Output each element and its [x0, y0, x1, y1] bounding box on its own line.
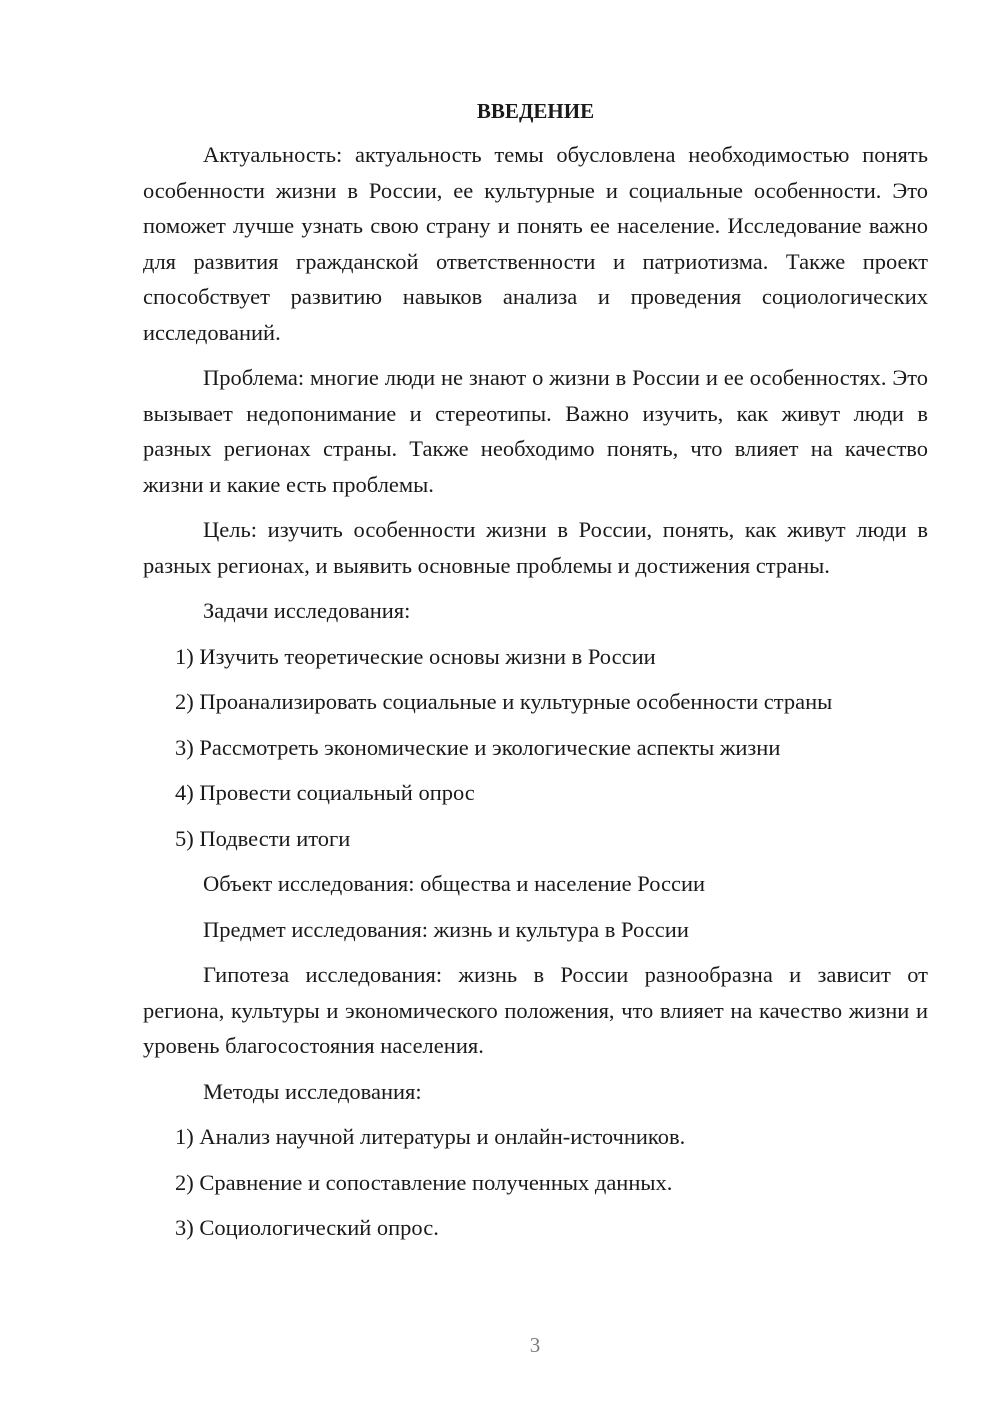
relevance-paragraph: Актуальность: актуальность темы обусловлена необходимостью понять особенности жизни в России, ее культурные и социальные особенности. Это поможет лучше узнать свою страну и понять ее население. Исследование важно для развития гражданской ответственности и патриотизма. Также проект способствует развитию навыков анализа и проведения социологических исследований. [143, 142, 928, 345]
section-title: ВВЕДЕНИЕ [476, 99, 595, 123]
methods-heading: Методы исследования: [203, 1078, 422, 1104]
task-item: 4) Провести социальный опрос [175, 780, 475, 805]
task-item: 5) Подвести итоги [175, 825, 351, 851]
methods-list [143, 1119, 928, 1246]
tasks-list [143, 639, 928, 857]
research-subject: Предмет исследования: жизнь и культура в России [203, 916, 689, 942]
hypothesis-paragraph: Гипотеза исследования: жизнь в России разнообразна и зависит от региона, культуры и экономического положения, что влияет на качество жизни и уровень благосостояния населения. [143, 962, 928, 1058]
method-item: 1) Анализ научной литературы и онлайн-источников. [175, 1124, 686, 1149]
problem-paragraph: Проблема: многие люди не знают о жизни в России и ее особенностях. Это вызывает недопонимание и стереотипы. Важно изучить, как живут люди в разных регионах страны. Также необходимо понять, что влияет на качество жизни и какие есть проблемы. [143, 365, 928, 497]
task-item: 2) Проанализировать социальные и культурные особенности страны [175, 689, 833, 714]
method-item: 3) Социологический опрос. [175, 1215, 439, 1240]
tasks-heading: Задачи исследования: [203, 598, 411, 623]
task-item: 1) Изучить теоретические основы жизни в России [175, 643, 656, 669]
page-number: 3 [529, 1333, 541, 1357]
task-item: 3) Рассмотреть экономические и экологические аспекты жизни [175, 734, 781, 760]
page-content [143, 96, 928, 1256]
goal-paragraph: Цель: изучить особенности жизни в России, понять, как живут люди в разных регионах, и выявить основные проблемы и достижения страны. [143, 517, 928, 578]
method-item: 2) Сравнение и сопоставление полученных данных. [175, 1169, 673, 1195]
research-object: Объект исследования: общества и население России [203, 871, 706, 896]
